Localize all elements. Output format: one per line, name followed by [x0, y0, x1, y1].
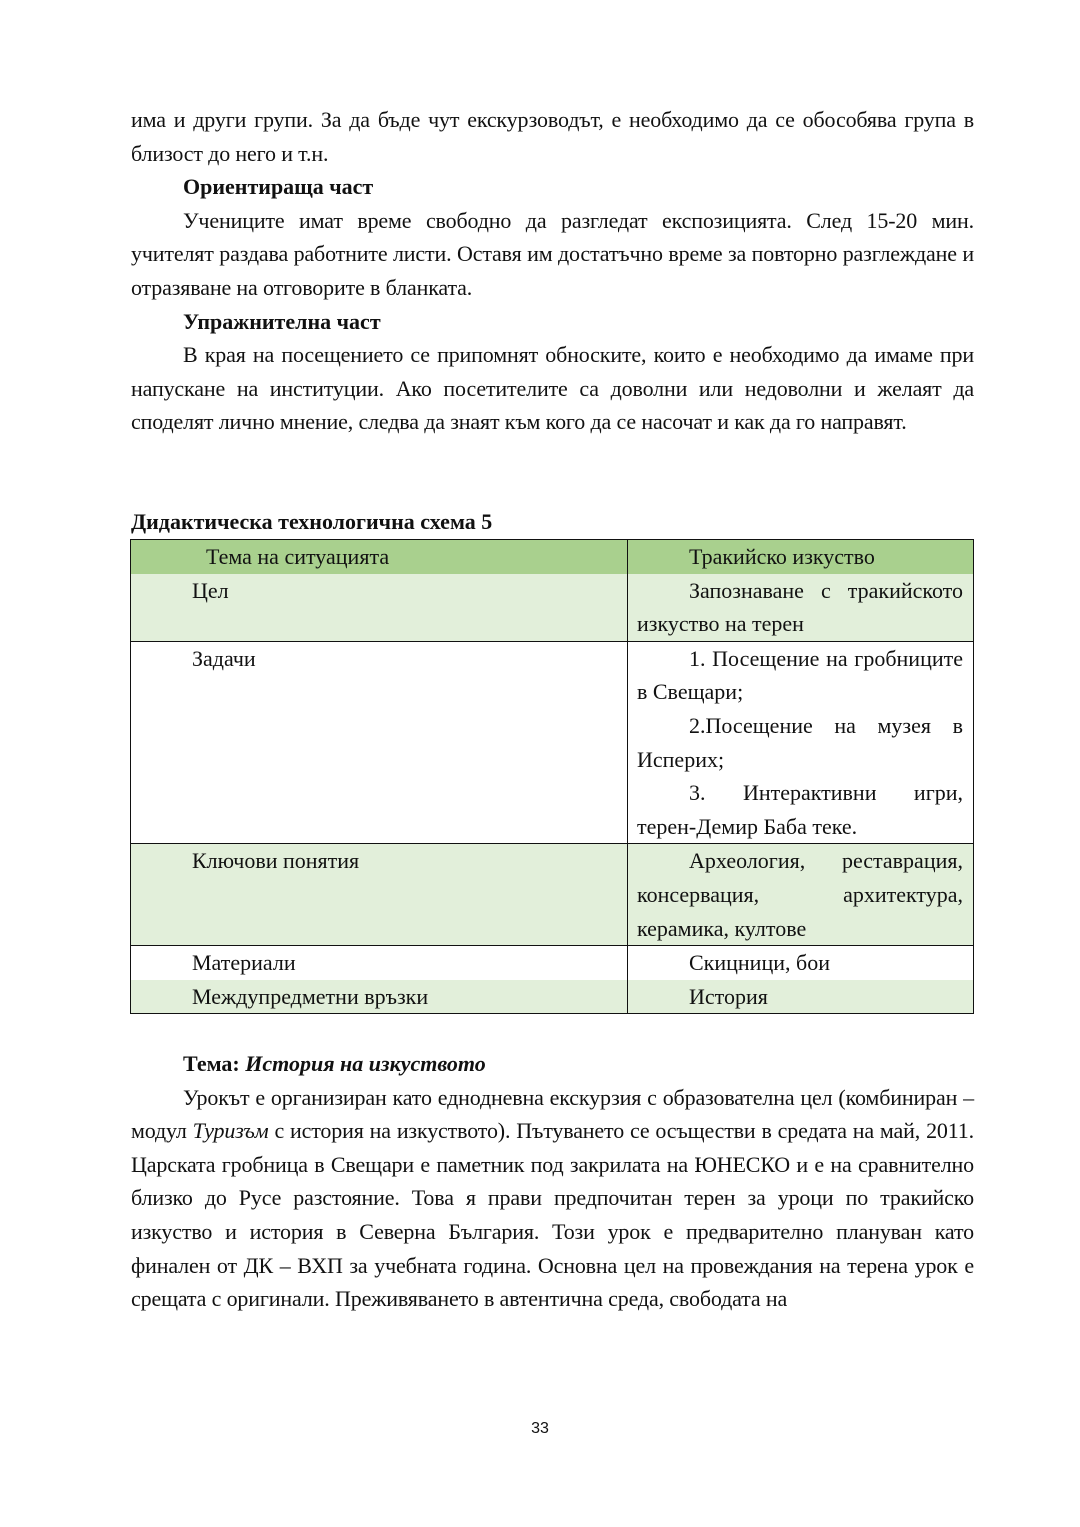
table-row-goal	[131, 574, 974, 642]
row-value	[628, 844, 974, 946]
key-concepts-text: Археология, реставрация, консервация, архитектура, керамика, култове	[637, 848, 963, 941]
exercise-part-heading: Упражнителна част	[183, 308, 381, 334]
didactic-scheme-table	[130, 539, 974, 1014]
exercise-part-paragraph: В края на посещението се припомнят обноските, които е необходимо да имаме при напускане на институции. Ако посетителите са доволни или недоволни и желаят да споделят лично мнение, следва да знаят към кого да се насочат и как да го направят.	[131, 342, 974, 435]
topic-text-italic: Туризъм	[192, 1118, 269, 1144]
orienting-part-heading: Ориентираща част	[183, 174, 374, 200]
topic-text-part1: Урокът е организиран като еднодневна екскурзия с образователна цел (комбиниран – модул	[131, 1084, 974, 1144]
topic-paragraph	[131, 1081, 974, 1316]
orienting-part-paragraph: Учениците имат време свободно да разгледат експозицията. След 15-20 мин. учителят раздава работните листи. Оставя им достатъчно време за повторно разглеждане и отразяване на отговорите в бланката.	[131, 207, 974, 300]
continuation-paragraph: има и други групи. За да бъде чут екскурзоводът, е необходимо да се обособява група в близост до него и т.н.	[131, 107, 974, 166]
task-item: 2.Посещение на музея в Исперих;	[637, 712, 963, 772]
row-value: История	[628, 980, 974, 1014]
table-row-materials	[131, 946, 974, 980]
row-value	[628, 574, 974, 642]
table-row-tasks	[131, 641, 974, 844]
scheme-title: Дидактическа технологична схема 5	[131, 509, 493, 534]
row-value	[628, 641, 974, 844]
goal-text: Запознаване с тракийското изкуство на терен	[637, 577, 963, 637]
task-item: 3. Интерактивни игри, терен-Демир Баба теке.	[637, 780, 963, 839]
row-value: Тракийско изкуство	[628, 540, 974, 574]
intro-section	[131, 103, 974, 439]
table-row-interdisciplinary	[131, 980, 974, 1014]
row-label: Междупредметни връзки	[131, 980, 628, 1014]
task-item: 1. Посещение на гробниците в Свещари;	[637, 645, 963, 705]
table-row-key-concepts	[131, 844, 974, 946]
topic-title: История на изкуството	[245, 1051, 486, 1076]
topic-section	[131, 1047, 974, 1316]
row-label: Цел	[131, 574, 628, 642]
topic-heading	[131, 1047, 974, 1081]
topic-text-part2: с история на изкуството). Пътуването се осъществи в средата на май, 2011. Царската гробница в Свещари е паметник под закрилата на ЮНЕСКО и е на сравнително близко до Русе разстояние. Това я прави предпочитан терен за уроци по тракийско изкуство и история в Северна България. Този урок е предварително плануван като финален от ДК – ВХП за учебната година. Основна цел на провеждания на терена урок е срещата с оригинали. Преживяването в автентична среда, свободата на	[131, 1118, 975, 1312]
topic-label: Тема:	[183, 1051, 240, 1076]
page-number: 33	[531, 1420, 549, 1437]
row-label: Материали	[131, 946, 628, 980]
row-label: Задачи	[131, 641, 628, 844]
row-label: Тема на ситуацията	[131, 540, 628, 574]
row-value: Скицници, бои	[628, 946, 974, 980]
table-row-topic	[131, 540, 974, 574]
row-label: Ключови понятия	[131, 844, 628, 946]
